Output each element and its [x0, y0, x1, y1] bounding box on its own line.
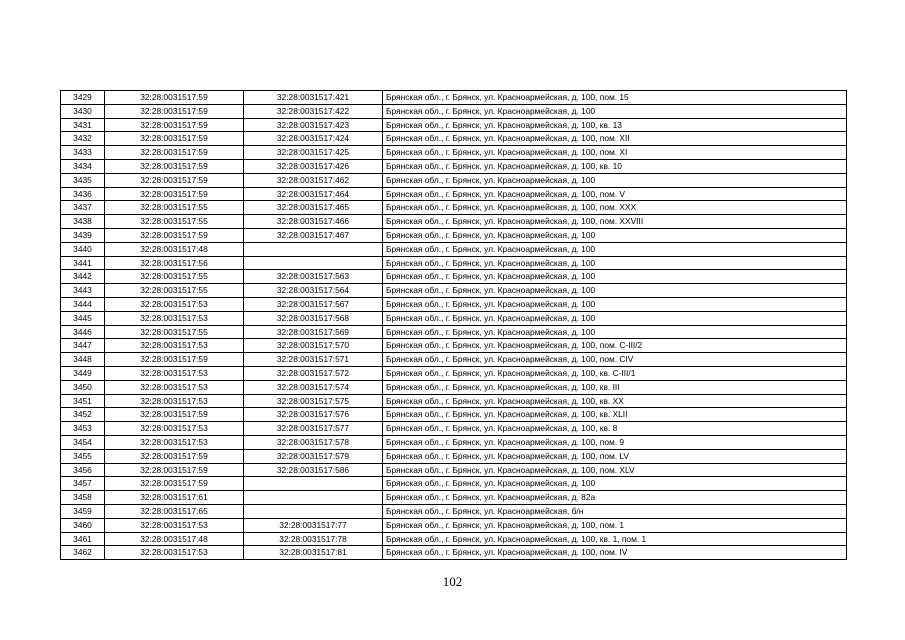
object-number-cell: 32:28:0031517:572	[244, 366, 383, 380]
address-cell: Брянская обл., г. Брянск, ул. Красноармейская, д. 100	[383, 256, 847, 270]
object-number-cell: 32:28:0031517:567	[244, 297, 383, 311]
row-number-cell: 3449	[61, 366, 105, 380]
address-cell: Брянская обл., г. Брянск, ул. Красноармейская, д. 100, пом. 9	[383, 435, 847, 449]
land-parcel-number-cell: 32:28:0031517:55	[105, 215, 244, 229]
land-parcel-number-cell: 32:28:0031517:59	[105, 159, 244, 173]
land-parcel-number-cell: 32:28:0031517:53	[105, 518, 244, 532]
table-body	[61, 91, 847, 560]
row-number-cell: 3429	[61, 91, 105, 105]
address-cell: Брянская обл., г. Брянск, ул. Красноармейская, д. 100, кв. 10	[383, 159, 847, 173]
table-row	[61, 532, 847, 546]
object-number-cell: 32:28:0031517:586	[244, 463, 383, 477]
row-number-cell: 3433	[61, 146, 105, 160]
table-row	[61, 159, 847, 173]
address-cell: Брянская обл., г. Брянск, ул. Красноармейская, д. 100, пом. XXVIII	[383, 215, 847, 229]
object-number-cell: 32:28:0031517:424	[244, 132, 383, 146]
page-number: 102	[442, 574, 463, 589]
land-parcel-number-cell: 32:28:0031517:48	[105, 242, 244, 256]
row-number-cell: 3439	[61, 228, 105, 242]
land-parcel-number-cell: 32:28:0031517:59	[105, 408, 244, 422]
object-number-cell: 32:28:0031517:422	[244, 104, 383, 118]
land-parcel-number-cell: 32:28:0031517:53	[105, 394, 244, 408]
address-cell: Брянская обл., г. Брянск, ул. Красноармейская, д. 100, пом. XXX	[383, 201, 847, 215]
land-parcel-number-cell: 32:28:0031517:55	[105, 325, 244, 339]
address-cell: Брянская обл., г. Брянск, ул. Красноармейская, д. 100	[383, 477, 847, 491]
object-number-cell: 32:28:0031517:578	[244, 435, 383, 449]
address-cell: Брянская обл., г. Брянск, ул. Красноармейская, б/н	[383, 504, 847, 518]
address-cell: Брянская обл., г. Брянск, ул. Красноармейская, д. 100	[383, 228, 847, 242]
row-number-cell: 3448	[61, 353, 105, 367]
address-cell: Брянская обл., г. Брянск, ул. Красноармейская, д. 100, пом. V	[383, 187, 847, 201]
table-row	[61, 491, 847, 505]
address-cell: Брянская обл., г. Брянск, ул. Красноармейская, д. 100	[383, 311, 847, 325]
table-row	[61, 366, 847, 380]
row-number-cell: 3446	[61, 325, 105, 339]
object-number-cell: 32:28:0031517:577	[244, 422, 383, 436]
table-row	[61, 201, 847, 215]
land-parcel-number-cell: 32:28:0031517:59	[105, 228, 244, 242]
table-row	[61, 132, 847, 146]
object-number-cell: 32:28:0031517:421	[244, 91, 383, 105]
table-row	[61, 422, 847, 436]
land-parcel-number-cell: 32:28:0031517:59	[105, 104, 244, 118]
row-number-cell: 3456	[61, 463, 105, 477]
address-cell: Брянская обл., г. Брянск, ул. Красноармейская, д. 100	[383, 242, 847, 256]
address-cell: Брянская обл., г. Брянск, ул. Красноармейская, д. 100, кв. 8	[383, 422, 847, 436]
table-row	[61, 297, 847, 311]
row-number-cell: 3458	[61, 491, 105, 505]
land-parcel-number-cell: 32:28:0031517:59	[105, 187, 244, 201]
row-number-cell: 3444	[61, 297, 105, 311]
land-parcel-number-cell: 32:28:0031517:53	[105, 311, 244, 325]
land-parcel-number-cell: 32:28:0031517:61	[105, 491, 244, 505]
object-number-cell: 32:28:0031517:81	[244, 546, 383, 560]
address-cell: Брянская обл., г. Брянск, ул. Красноармейская, д. 100	[383, 104, 847, 118]
land-parcel-number-cell: 32:28:0031517:55	[105, 270, 244, 284]
table-row	[61, 408, 847, 422]
table-row	[61, 477, 847, 491]
object-number-cell	[244, 491, 383, 505]
table-row	[61, 284, 847, 298]
row-number-cell: 3435	[61, 173, 105, 187]
land-parcel-number-cell: 32:28:0031517:59	[105, 91, 244, 105]
land-parcel-number-cell: 32:28:0031517:59	[105, 449, 244, 463]
table-row	[61, 215, 847, 229]
row-number-cell: 3447	[61, 339, 105, 353]
object-number-cell: 32:28:0031517:423	[244, 118, 383, 132]
object-number-cell: 32:28:0031517:466	[244, 215, 383, 229]
row-number-cell: 3430	[61, 104, 105, 118]
land-parcel-number-cell: 32:28:0031517:53	[105, 546, 244, 560]
row-number-cell: 3455	[61, 449, 105, 463]
land-parcel-number-cell: 32:28:0031517:65	[105, 504, 244, 518]
object-number-cell	[244, 256, 383, 270]
address-cell: Брянская обл., г. Брянск, ул. Красноармейская, д. 100, кв. XLII	[383, 408, 847, 422]
land-parcel-number-cell: 32:28:0031517:59	[105, 477, 244, 491]
object-number-cell	[244, 242, 383, 256]
land-parcel-number-cell: 32:28:0031517:55	[105, 284, 244, 298]
address-cell: Брянская обл., г. Брянск, ул. Красноармейская, д. 100	[383, 173, 847, 187]
address-cell: Брянская обл., г. Брянск, ул. Красноармейская, д. 100, пом. XI	[383, 146, 847, 160]
object-number-cell: 32:28:0031517:563	[244, 270, 383, 284]
row-number-cell: 3450	[61, 380, 105, 394]
object-number-cell: 32:28:0031517:579	[244, 449, 383, 463]
row-number-cell: 3434	[61, 159, 105, 173]
table-row	[61, 256, 847, 270]
address-cell: Брянская обл., г. Брянск, ул. Красноармейская, д. 100, пом. LV	[383, 449, 847, 463]
row-number-cell: 3461	[61, 532, 105, 546]
row-number-cell: 3453	[61, 422, 105, 436]
object-number-cell	[244, 477, 383, 491]
row-number-cell: 3437	[61, 201, 105, 215]
object-number-cell: 32:28:0031517:571	[244, 353, 383, 367]
row-number-cell: 3438	[61, 215, 105, 229]
row-number-cell: 3454	[61, 435, 105, 449]
object-number-cell: 32:28:0031517:575	[244, 394, 383, 408]
table-row	[61, 104, 847, 118]
table-row	[61, 380, 847, 394]
row-number-cell: 3459	[61, 504, 105, 518]
object-number-cell: 32:28:0031517:570	[244, 339, 383, 353]
table-row	[61, 325, 847, 339]
land-parcel-number-cell: 32:28:0031517:59	[105, 146, 244, 160]
object-number-cell: 32:28:0031517:426	[244, 159, 383, 173]
land-parcel-number-cell: 32:28:0031517:53	[105, 339, 244, 353]
address-cell: Брянская обл., г. Брянск, ул. Красноармейская, д. 100, кв. XX	[383, 394, 847, 408]
land-parcel-number-cell: 32:28:0031517:59	[105, 173, 244, 187]
land-parcel-number-cell: 32:28:0031517:48	[105, 532, 244, 546]
table-row	[61, 435, 847, 449]
address-cell: Брянская обл., г. Брянск, ул. Красноармейская, д. 100, пом. 1	[383, 518, 847, 532]
object-number-cell: 32:28:0031517:467	[244, 228, 383, 242]
table-row	[61, 353, 847, 367]
object-number-cell: 32:28:0031517:78	[244, 532, 383, 546]
table-row	[61, 504, 847, 518]
address-cell: Брянская обл., г. Брянск, ул. Красноармейская, д. 100, пом. С-III/2	[383, 339, 847, 353]
address-cell: Брянская обл., г. Брянск, ул. Красноармейская, д. 100	[383, 325, 847, 339]
row-number-cell: 3441	[61, 256, 105, 270]
object-number-cell: 32:28:0031517:425	[244, 146, 383, 160]
object-number-cell: 32:28:0031517:564	[244, 284, 383, 298]
row-number-cell: 3451	[61, 394, 105, 408]
land-parcel-number-cell: 32:28:0031517:59	[105, 132, 244, 146]
table-row	[61, 187, 847, 201]
table-row	[61, 394, 847, 408]
object-number-cell: 32:28:0031517:464	[244, 187, 383, 201]
row-number-cell: 3443	[61, 284, 105, 298]
object-number-cell: 32:28:0031517:574	[244, 380, 383, 394]
table-row	[61, 339, 847, 353]
object-number-cell: 32:28:0031517:465	[244, 201, 383, 215]
table-row	[61, 270, 847, 284]
object-number-cell	[244, 504, 383, 518]
row-number-cell: 3431	[61, 118, 105, 132]
row-number-cell: 3460	[61, 518, 105, 532]
object-number-cell: 32:28:0031517:569	[244, 325, 383, 339]
address-cell: Брянская обл., г. Брянск, ул. Красноармейская, д. 82а	[383, 491, 847, 505]
table-row	[61, 449, 847, 463]
table-row	[61, 518, 847, 532]
land-parcel-number-cell: 32:28:0031517:59	[105, 463, 244, 477]
table-row	[61, 463, 847, 477]
address-cell: Брянская обл., г. Брянск, ул. Красноармейская, д. 100, пом. IV	[383, 546, 847, 560]
row-number-cell: 3440	[61, 242, 105, 256]
cadastral-table	[60, 90, 847, 560]
row-number-cell: 3445	[61, 311, 105, 325]
row-number-cell: 3442	[61, 270, 105, 284]
address-cell: Брянская обл., г. Брянск, ул. Красноармейская, д. 100, кв. 13	[383, 118, 847, 132]
land-parcel-number-cell: 32:28:0031517:59	[105, 118, 244, 132]
row-number-cell: 3436	[61, 187, 105, 201]
address-cell: Брянская обл., г. Брянск, ул. Красноармейская, д. 100	[383, 284, 847, 298]
land-parcel-number-cell: 32:28:0031517:55	[105, 201, 244, 215]
address-cell: Брянская обл., г. Брянск, ул. Красноармейская, д. 100	[383, 270, 847, 284]
address-cell: Брянская обл., г. Брянск, ул. Красноармейская, д. 100, кв. III	[383, 380, 847, 394]
land-parcel-number-cell: 32:28:0031517:53	[105, 380, 244, 394]
table-row	[61, 546, 847, 560]
land-parcel-number-cell: 32:28:0031517:53	[105, 435, 244, 449]
land-parcel-number-cell: 32:28:0031517:53	[105, 366, 244, 380]
table-row	[61, 228, 847, 242]
table-row	[61, 118, 847, 132]
address-cell: Брянская обл., г. Брянск, ул. Красноармейская, д. 100, пом. CIV	[383, 353, 847, 367]
land-parcel-number-cell: 32:28:0031517:56	[105, 256, 244, 270]
address-cell: Брянская обл., г. Брянск, ул. Красноармейская, д. 100	[383, 297, 847, 311]
row-number-cell: 3432	[61, 132, 105, 146]
object-number-cell: 32:28:0031517:576	[244, 408, 383, 422]
row-number-cell: 3462	[61, 546, 105, 560]
address-cell: Брянская обл., г. Брянск, ул. Красноармейская, д. 100, пом. 15	[383, 91, 847, 105]
table-row	[61, 173, 847, 187]
address-cell: Брянская обл., г. Брянск, ул. Красноармейская, д. 100, пом. XII	[383, 132, 847, 146]
table-row	[61, 91, 847, 105]
table-row	[61, 242, 847, 256]
address-cell: Брянская обл., г. Брянск, ул. Красноармейская, д. 100, кв. С-III/1	[383, 366, 847, 380]
table-row	[61, 311, 847, 325]
address-cell: Брянская обл., г. Брянск, ул. Красноармейская, д. 100, кв. 1, пом. 1	[383, 532, 847, 546]
object-number-cell: 32:28:0031517:568	[244, 311, 383, 325]
address-cell: Брянская обл., г. Брянск, ул. Красноармейская, д. 100, пом. XLV	[383, 463, 847, 477]
land-parcel-number-cell: 32:28:0031517:53	[105, 297, 244, 311]
object-number-cell: 32:28:0031517:77	[244, 518, 383, 532]
row-number-cell: 3457	[61, 477, 105, 491]
land-parcel-number-cell: 32:28:0031517:53	[105, 422, 244, 436]
object-number-cell: 32:28:0031517:462	[244, 173, 383, 187]
land-parcel-number-cell: 32:28:0031517:59	[105, 353, 244, 367]
row-number-cell: 3452	[61, 408, 105, 422]
table-row	[61, 146, 847, 160]
